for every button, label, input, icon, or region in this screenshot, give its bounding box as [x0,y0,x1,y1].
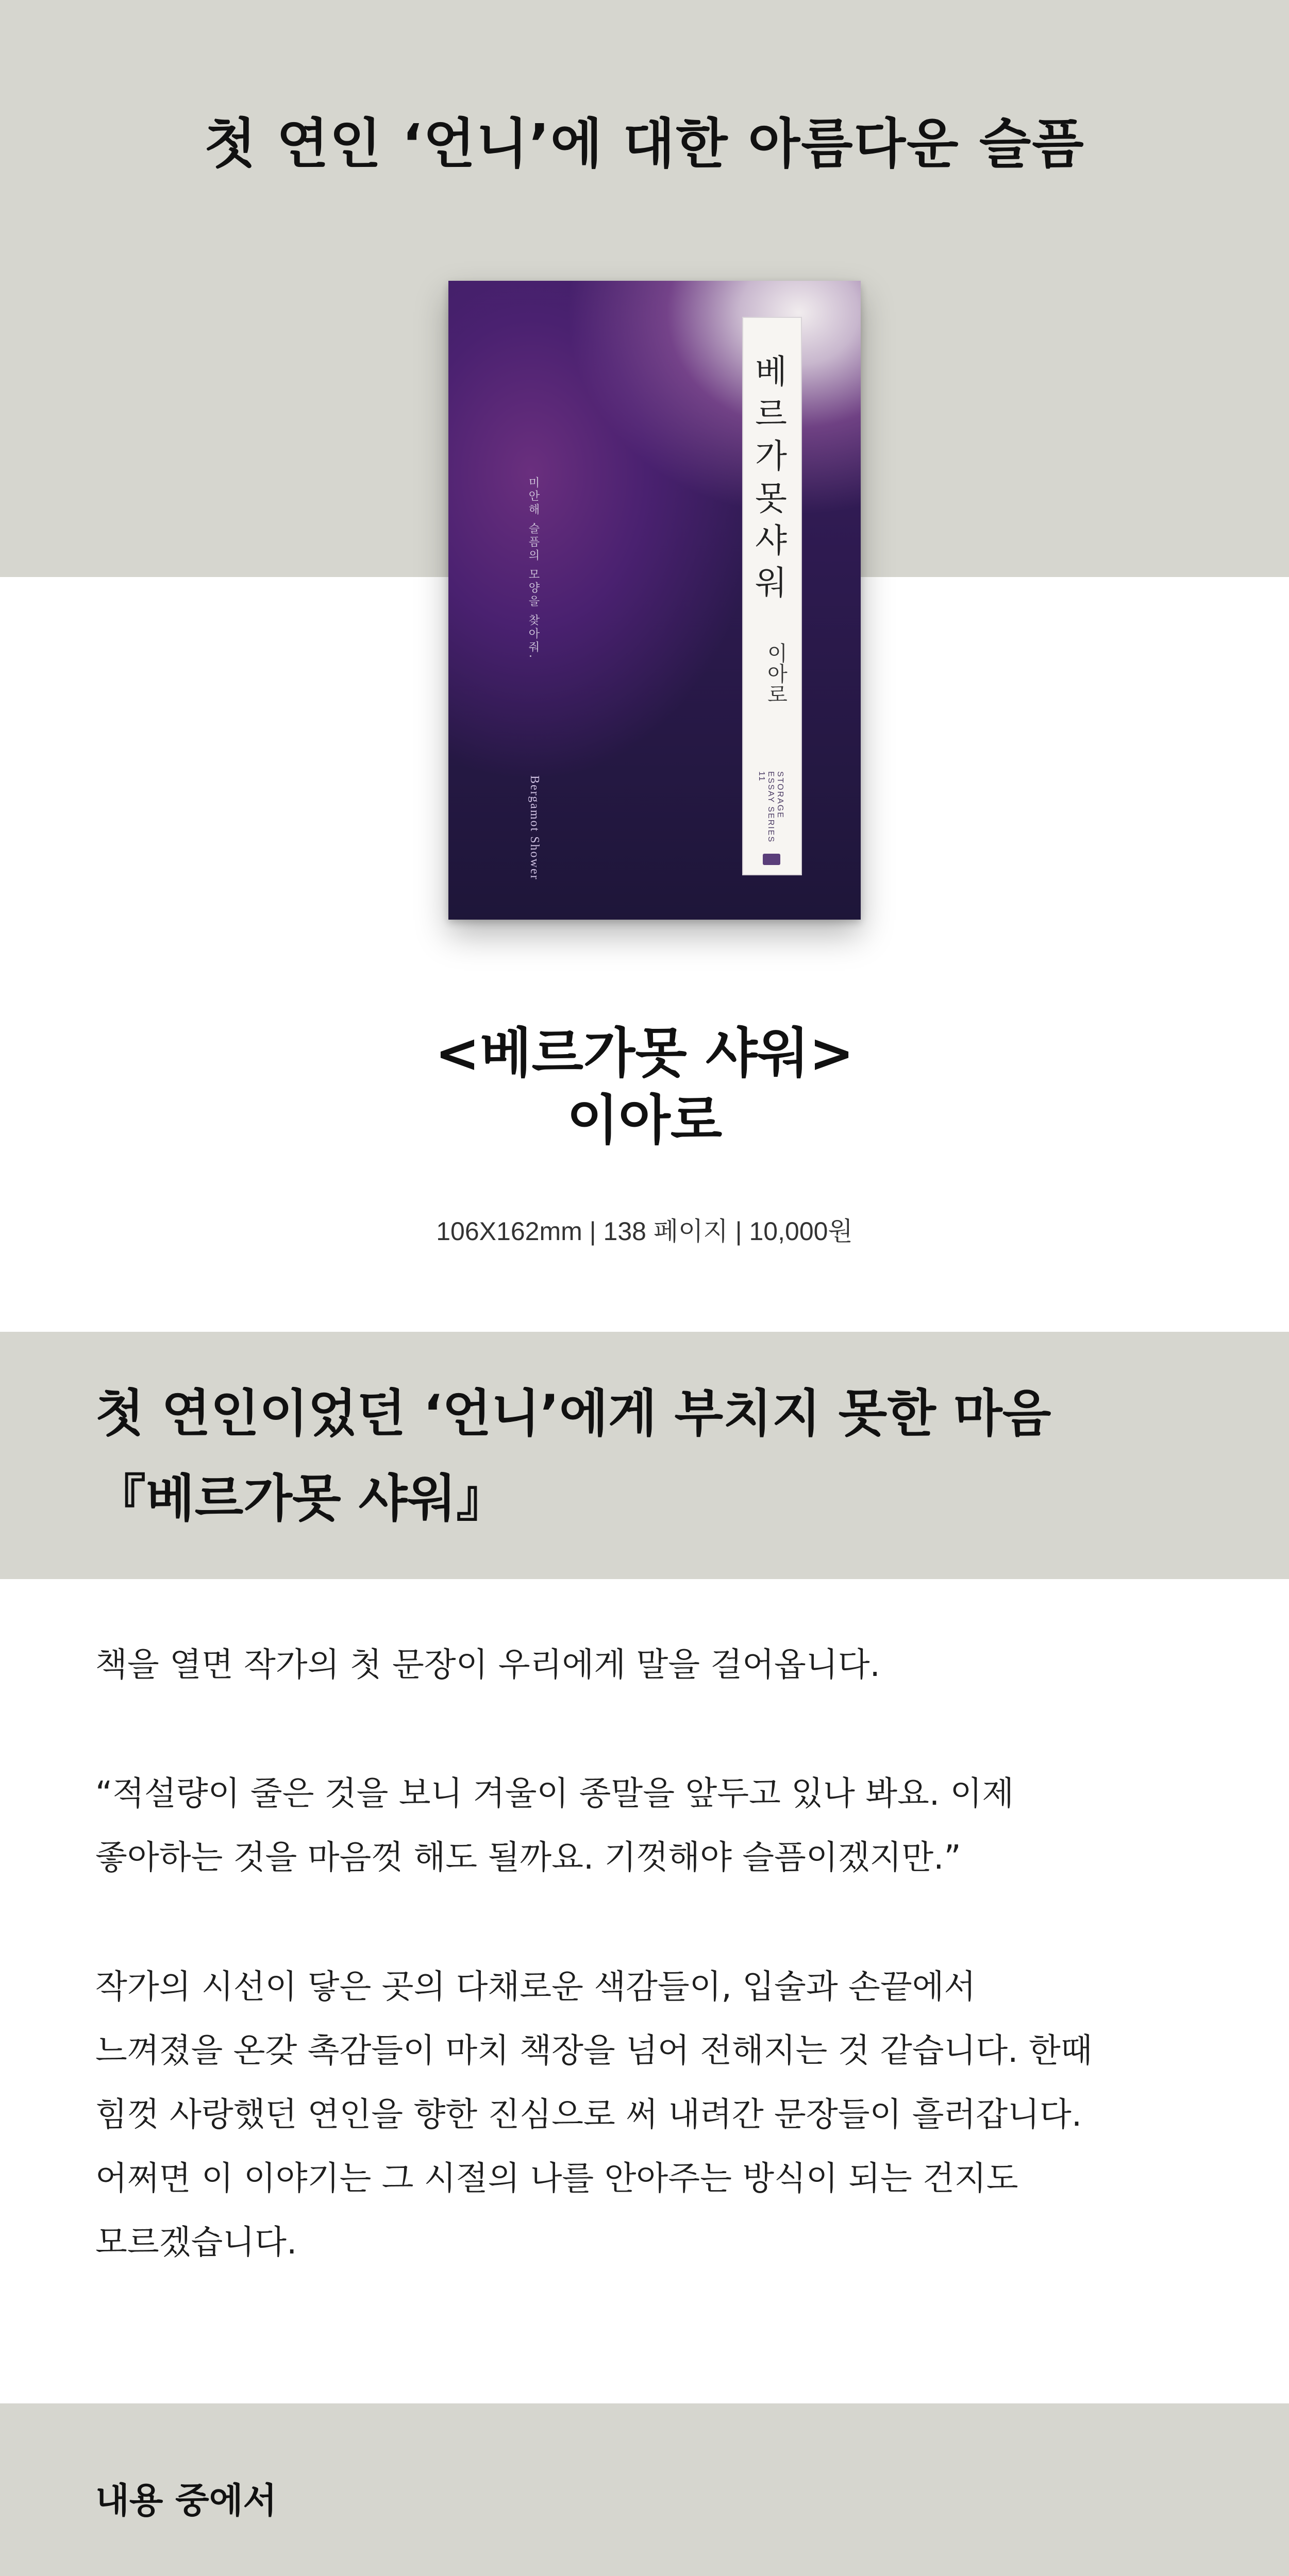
book-cover-english-title: Bergamot Shower [528,775,541,880]
paragraph-line: 어쩌면 이 이야기는 그 시절의 나를 안아주는 방식이 되는 건지도 [95,2160,1018,2198]
book-specs: 106X162mm | 138 페이지 | 10,000원 [436,1217,853,1246]
headline-line-2: 『베르가못 샤워』 [95,1469,507,1528]
intro-quote-paragraph [95,1762,1203,1890]
book-title: <베르가못 샤워> [434,1022,855,1084]
intro-paragraph-1 [95,1633,1203,1697]
book-cover-image [448,281,861,920]
headline-line-1: 첫 연인이었던 ‘언니’에게 부치지 못한 마음 [95,1384,1051,1443]
book-cover-calligraphy-title: 베르가못샤워 [749,354,787,607]
paragraph-line: “적설량이 줄은 것을 보니 겨울이 종말을 앞두고 있나 봐요. 이제 [95,1775,1014,1813]
intro-paragraph-3 [95,1955,1203,2275]
paragraph-line: 책을 열면 작가의 첫 문장이 우리에게 말을 걸어옵니다. [95,1646,880,1684]
paragraph-line: 느껴졌을 온갖 촉감들이 마치 책장을 넘어 전해지는 것 같습니다. 한때 [95,2032,1093,2070]
paragraph-line: 작가의 시선이 닿은 곳의 다채로운 색감들이, 입술과 손끝에서 [95,1968,976,2006]
book-cover-tagline: 미안해 슬픔의 모양을 찾아줘. [527,477,540,660]
paragraph-line: 좋아하는 것을 마음껏 해도 될까요. 기껏해야 슬픔이겠지만.” [95,1839,961,1877]
book-cover-calligraphy-author: 이아로 [764,642,788,704]
book-cover-series-badge [763,854,780,865]
headline-band [0,1332,1289,1579]
book-author: 이아로 [566,1089,723,1151]
book-cover-series: STORAGE ESSAY SERIES 11 [757,771,784,843]
hero-title: 첫 연인 ‘언니’에 대한 아름다운 슬픔 [204,112,1085,175]
excerpt-label: 내용 중에서 [95,2481,277,2521]
paragraph-line: 모르겠습니다. [95,2224,297,2262]
paragraph-line: 힘껏 사랑했던 연인을 향한 진심으로 써 내려간 문장들이 흘러갑니다. [95,2096,1082,2134]
book-cover-label [742,317,802,875]
